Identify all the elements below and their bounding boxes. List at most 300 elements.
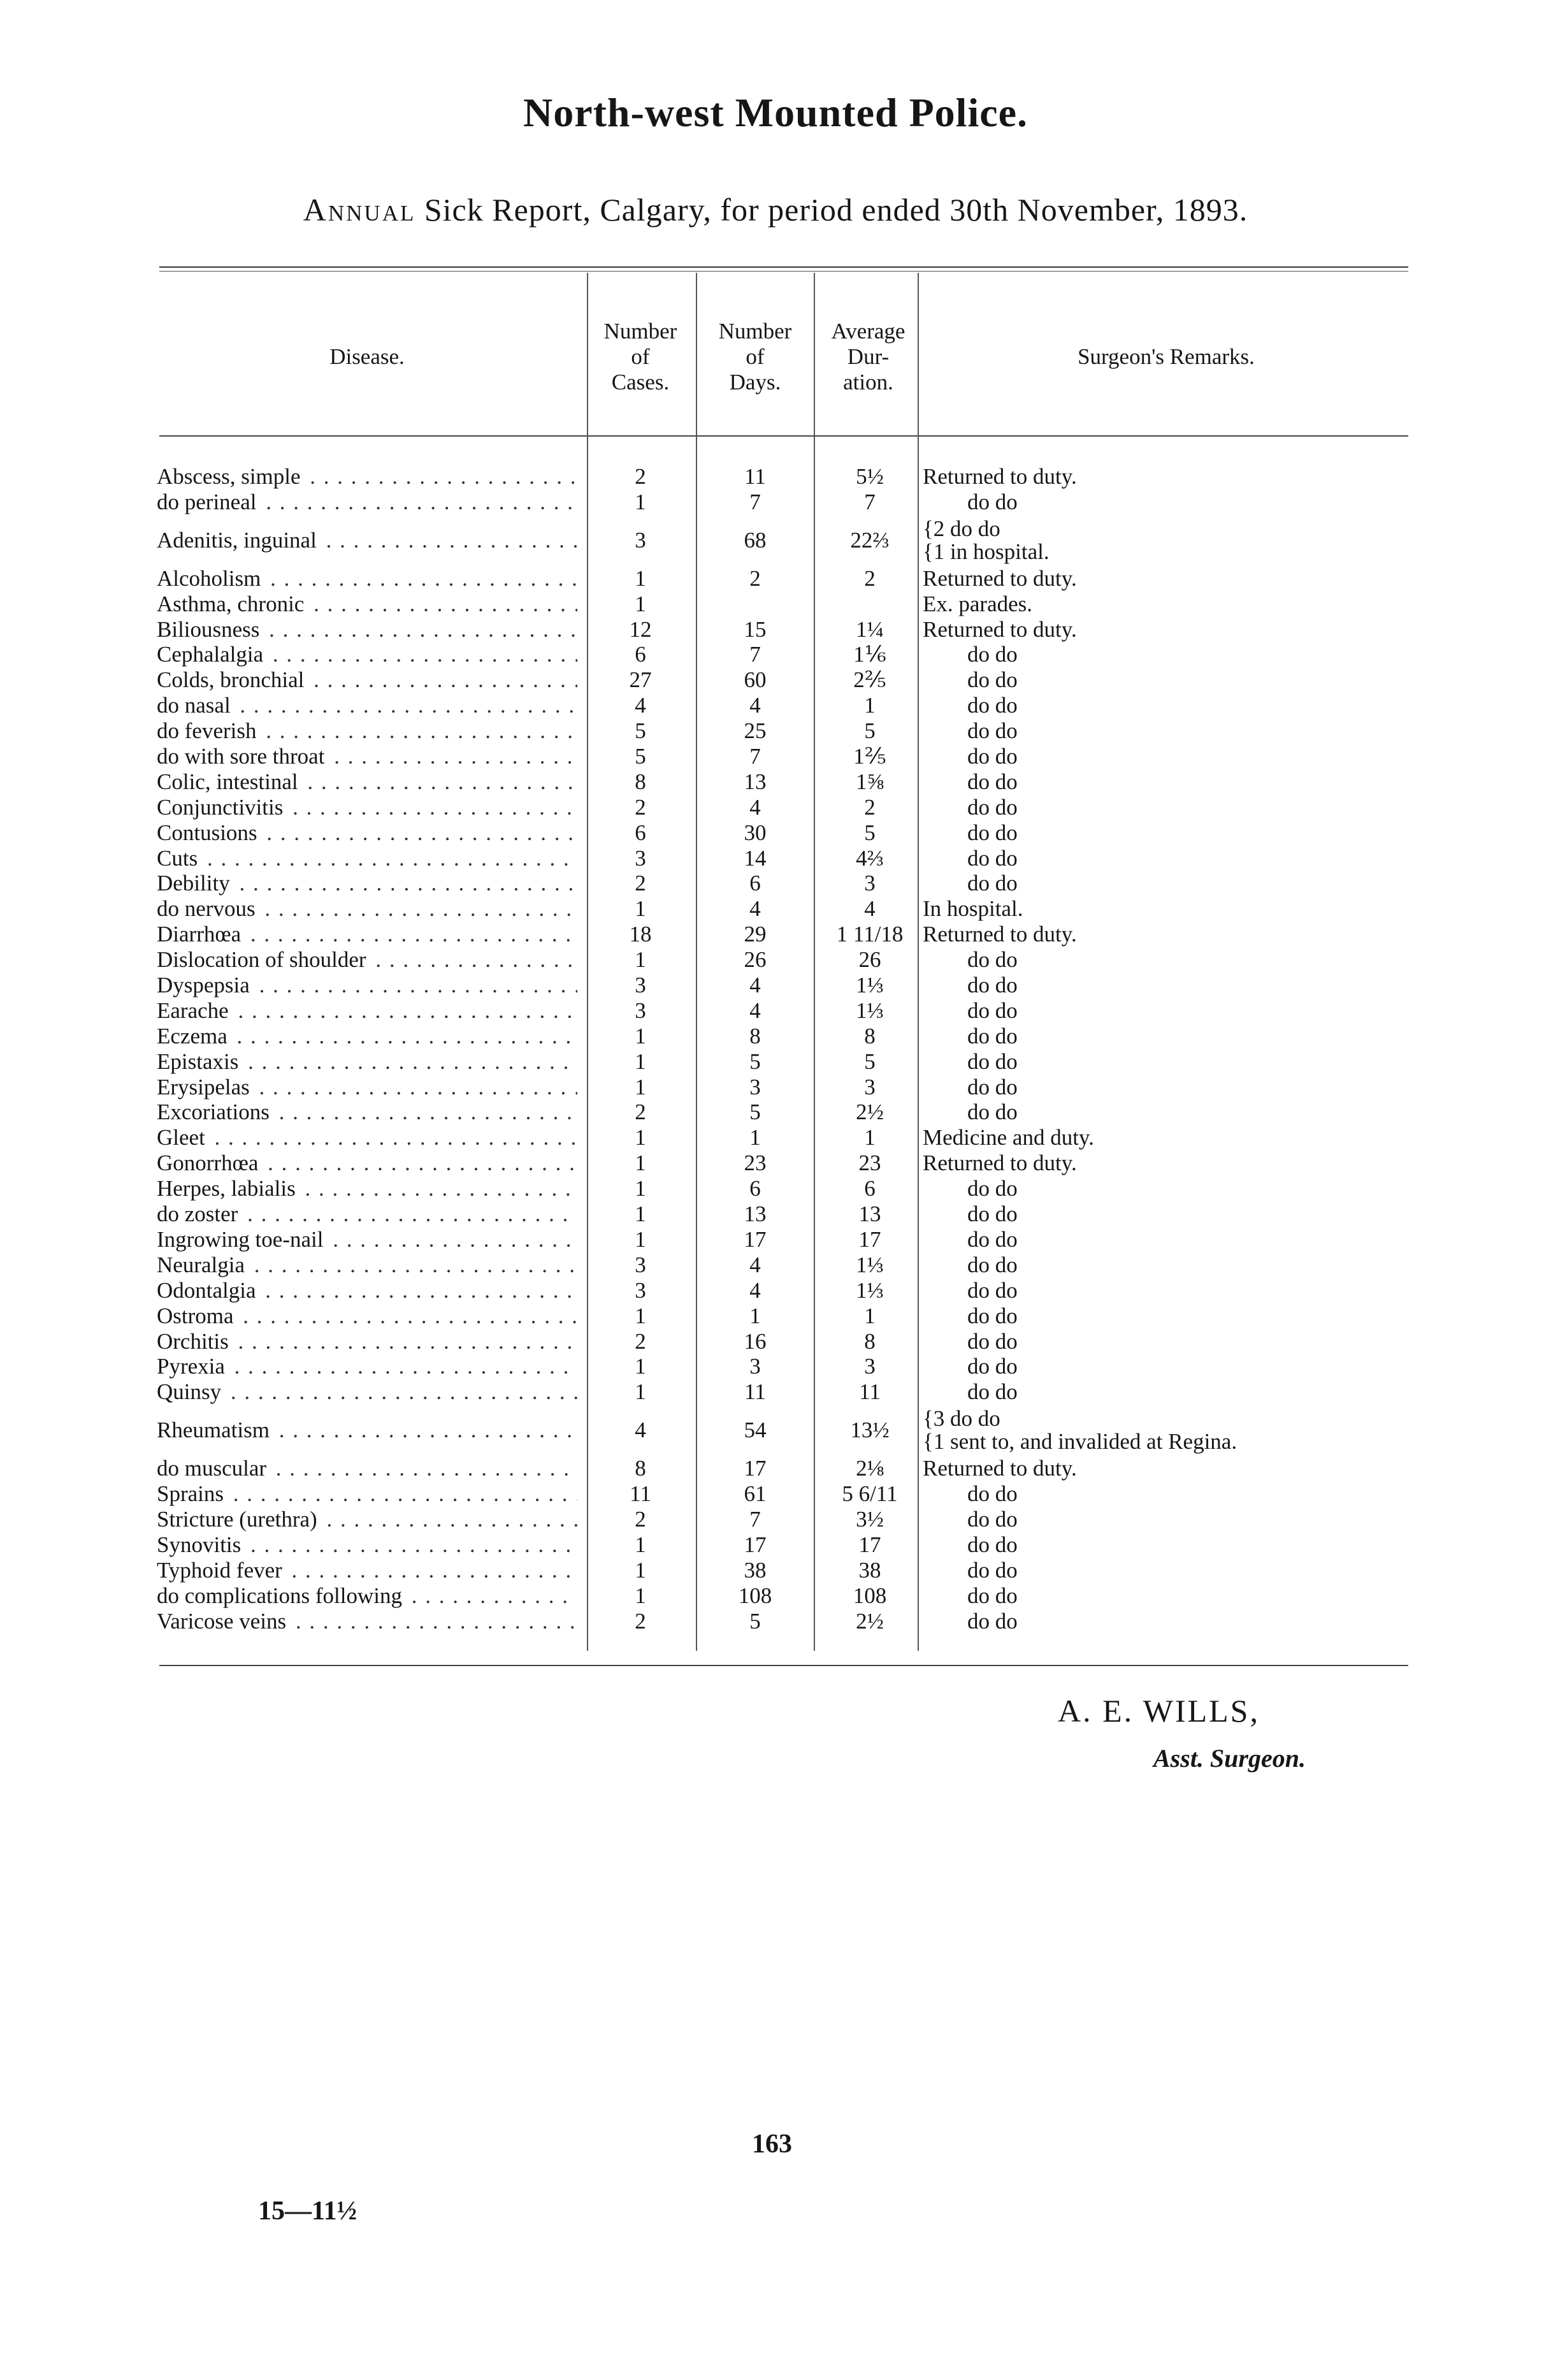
remarks-line: do do <box>967 1252 1018 1277</box>
table-row <box>0 1558 1551 1583</box>
cases-cell: 1 <box>635 1557 646 1583</box>
disease-label: Eczema <box>157 1024 230 1049</box>
cases-cell: 1 <box>635 489 646 514</box>
remarks-cell <box>923 820 1496 846</box>
cases-cell: 4 <box>635 1418 646 1443</box>
disease-cell <box>157 1252 577 1278</box>
cases-cell: 1 <box>635 1150 646 1176</box>
table-row <box>0 490 1551 515</box>
remarks-cell <box>923 1176 1496 1201</box>
table-header <box>0 312 1551 440</box>
remarks-line: Returned to duty. <box>923 616 1077 642</box>
avg-cell: 2½ <box>856 1099 884 1125</box>
cases-cell: 2 <box>635 794 646 820</box>
cases-cell: 1 <box>635 896 646 922</box>
disease-cell <box>157 1024 577 1049</box>
header-rule <box>159 435 1408 437</box>
remarks-cell <box>923 1049 1496 1075</box>
disease-cell <box>157 973 577 998</box>
cases-cell: 1 <box>635 1354 646 1379</box>
disease-label: Sprains <box>157 1481 226 1506</box>
remarks-cell <box>923 1024 1496 1049</box>
disease-label: do zoster <box>157 1201 240 1226</box>
days-cell: 4 <box>749 998 761 1023</box>
disease-cell <box>157 1049 577 1075</box>
remarks-line: do do <box>967 718 1018 744</box>
cases-cell: 3 <box>635 1252 646 1277</box>
avg-cell: 8 <box>864 1023 876 1049</box>
disease-cell <box>157 1418 577 1443</box>
remarks-cell <box>923 947 1496 973</box>
remarks-cell <box>923 464 1496 490</box>
avg-cell: 6 <box>864 1176 876 1201</box>
table-row <box>0 693 1551 718</box>
remarks-cell <box>923 871 1496 896</box>
cases-cell: 1 <box>635 1049 646 1074</box>
bottom-rule <box>159 1665 1408 1666</box>
table-row <box>0 591 1551 617</box>
days-cell: 7 <box>749 1506 761 1532</box>
table-row <box>0 947 1551 973</box>
avg-cell: 7 <box>864 489 876 514</box>
disease-cell <box>157 1532 577 1558</box>
cases-cell: 3 <box>635 1277 646 1303</box>
cases-cell: 2 <box>635 1608 646 1634</box>
remarks-line: do do <box>967 1201 1018 1227</box>
disease-label: do complications following <box>157 1583 405 1608</box>
avg-cell: 1⅓ <box>856 1252 884 1277</box>
disease-label: Ostroma <box>157 1303 236 1328</box>
cases-cell: 1 <box>635 1532 646 1557</box>
disease-cell <box>157 1099 577 1125</box>
table-row <box>0 1481 1551 1507</box>
table-row <box>0 667 1551 693</box>
remarks-cell <box>923 795 1496 820</box>
remarks-cell <box>923 617 1496 642</box>
disease-cell <box>157 667 577 693</box>
avg-cell: 1⅝ <box>856 769 884 794</box>
days-cell: 15 <box>744 616 767 642</box>
disease-label: Cuts <box>157 846 200 871</box>
disease-cell <box>157 693 577 718</box>
avg-cell: 23 <box>858 1150 881 1176</box>
avg-cell: 26 <box>858 947 881 973</box>
disease-label: Varicose veins <box>157 1609 289 1634</box>
table-row <box>0 998 1551 1024</box>
remarks-cell <box>923 973 1496 998</box>
header-avg-line2: Dur- <box>847 344 890 369</box>
remarks-cell <box>923 922 1496 947</box>
remarks-line: do do <box>967 1532 1018 1557</box>
remarks-cell <box>923 1150 1496 1176</box>
avg-cell: 17 <box>858 1226 881 1252</box>
signature-title: Asst. Surgeon. <box>1153 1744 1306 1773</box>
cases-cell: 1 <box>635 1379 646 1405</box>
remarks-line: Returned to duty. <box>923 1150 1077 1176</box>
avg-cell: 2 <box>864 794 876 820</box>
remarks-cell <box>923 1303 1496 1329</box>
avg-cell: 1⅓ <box>856 973 884 998</box>
remarks-line: do do <box>967 642 1018 667</box>
disease-cell <box>157 1303 577 1329</box>
days-cell: 5 <box>749 1099 761 1125</box>
disease-label: Cephalalgia <box>157 642 266 667</box>
table-row <box>0 820 1551 846</box>
avg-cell: 108 <box>853 1583 887 1608</box>
remarks-line: do do <box>967 1099 1018 1125</box>
remarks-line: {2 do do <box>923 516 1000 541</box>
table-row <box>0 1099 1551 1125</box>
disease-label: Excoriations <box>157 1099 272 1124</box>
disease-cell <box>157 896 577 922</box>
remarks-cell <box>923 1278 1496 1303</box>
table-row <box>0 1379 1551 1405</box>
avg-cell: 2⅖ <box>853 667 886 693</box>
avg-cell: 5 <box>864 820 876 845</box>
remarks-line: do do <box>967 1049 1018 1074</box>
days-cell: 1 <box>749 1303 761 1328</box>
table-row <box>0 1609 1551 1634</box>
table-row <box>0 1075 1551 1100</box>
header-days <box>698 319 812 395</box>
disease-label: do nasal <box>157 693 233 718</box>
cases-cell: 1 <box>635 1074 646 1099</box>
avg-cell: 5 <box>864 1049 876 1074</box>
avg-cell: 1⅙ <box>853 642 886 667</box>
remarks-line: do do <box>967 1608 1018 1634</box>
sheet-number: 15—11½ <box>258 2196 357 2226</box>
cases-cell: 8 <box>635 1456 646 1481</box>
disease-cell <box>157 947 577 973</box>
table-row <box>0 1303 1551 1329</box>
remarks-line: do do <box>967 769 1018 794</box>
disease-cell <box>157 642 577 667</box>
remarks-line: do do <box>967 1074 1018 1099</box>
cases-cell: 5 <box>635 718 646 744</box>
remarks-line: do do <box>967 667 1018 693</box>
days-cell: 7 <box>749 642 761 667</box>
disease-label: Abscess, simple <box>157 464 303 489</box>
disease-cell <box>157 1354 577 1379</box>
disease-label: do feverish <box>157 718 259 743</box>
cases-cell: 4 <box>635 693 646 718</box>
remarks-cell <box>923 1075 1496 1100</box>
days-cell: 29 <box>744 922 767 947</box>
disease-label: Conjunctivitis <box>157 795 285 820</box>
disease-cell <box>157 846 577 871</box>
days-cell: 4 <box>749 1277 761 1303</box>
remarks-cell <box>923 642 1496 667</box>
cases-cell: 3 <box>635 845 646 871</box>
disease-label: Earache <box>157 998 231 1023</box>
disease-cell <box>157 795 577 820</box>
table-row <box>0 1227 1551 1252</box>
remarks-cell <box>923 1481 1496 1507</box>
days-cell: 68 <box>744 527 767 553</box>
days-cell: 17 <box>744 1456 767 1481</box>
remarks-line: do do <box>967 973 1018 998</box>
table-row <box>0 1532 1551 1558</box>
table-row <box>0 896 1551 922</box>
header-cases <box>589 319 691 395</box>
days-cell: 25 <box>744 718 767 744</box>
table-row <box>0 1150 1551 1176</box>
remarks-line: do do <box>967 1354 1018 1379</box>
table-row <box>0 617 1551 642</box>
remarks-line: Medicine and duty. <box>923 1125 1094 1150</box>
remarks-line: do do <box>967 744 1018 769</box>
cases-cell: 11 <box>630 1481 651 1507</box>
avg-cell: 13 <box>858 1201 881 1227</box>
days-cell: 8 <box>749 1023 761 1049</box>
remarks-cell <box>923 1379 1496 1405</box>
disease-label: Biliousness <box>157 617 262 642</box>
table-row <box>0 769 1551 795</box>
cases-cell: 1 <box>635 947 646 973</box>
disease-cell <box>157 566 577 591</box>
remarks-cell <box>923 1583 1496 1609</box>
days-cell: 16 <box>744 1328 767 1354</box>
disease-cell <box>157 528 577 553</box>
disease-cell <box>157 1583 577 1609</box>
disease-label: Colic, intestinal <box>157 769 301 794</box>
days-cell: 1 <box>749 1125 761 1150</box>
remarks-line: Returned to duty. <box>923 464 1077 489</box>
disease-cell <box>157 591 577 617</box>
disease-cell <box>157 1227 577 1252</box>
disease-cell <box>157 871 577 896</box>
disease-label: Quinsy <box>157 1379 224 1404</box>
document-title: North-west Mounted Police. <box>523 90 1028 135</box>
disease-cell <box>157 1456 577 1481</box>
disease-label: Typhoid fever <box>157 1558 285 1583</box>
disease-label: do with sore throat <box>157 744 327 769</box>
disease-cell <box>157 617 577 642</box>
table-row <box>0 515 1551 566</box>
avg-cell: 1 <box>864 693 876 718</box>
remarks-line: do do <box>967 871 1018 896</box>
cases-cell: 1 <box>635 591 646 616</box>
table-row <box>0 744 1551 769</box>
signature-name: A. E. WILLS, <box>1058 1693 1260 1729</box>
days-cell: 108 <box>738 1583 772 1608</box>
cases-cell: 2 <box>635 464 646 489</box>
subtitle-rest: Sick Report, Calgary, for period ended 30th November, 1893. <box>424 192 1248 228</box>
remarks-line: do do <box>967 1226 1018 1252</box>
disease-label: Epistaxis <box>157 1049 241 1074</box>
avg-cell: 1⅓ <box>856 998 884 1023</box>
table-row <box>0 1507 1551 1532</box>
disease-cell <box>157 769 577 795</box>
remarks-cell <box>923 591 1496 617</box>
disease-label: Rheumatism <box>157 1418 272 1442</box>
remarks-cell <box>923 896 1496 922</box>
table-row <box>0 464 1551 490</box>
disease-label: Diarrhœa <box>157 922 243 947</box>
disease-cell <box>157 490 577 515</box>
avg-cell: 1¼ <box>856 616 884 642</box>
avg-cell: 2½ <box>856 1608 884 1634</box>
disease-label: Asthma, chronic <box>157 591 307 616</box>
remarks-line: do do <box>967 1328 1018 1354</box>
table-row <box>0 642 1551 667</box>
remarks-cell <box>923 566 1496 591</box>
table-row <box>0 973 1551 998</box>
days-cell: 5 <box>749 1608 761 1634</box>
remarks-cell <box>923 718 1496 744</box>
table-row <box>0 1201 1551 1227</box>
table-row <box>0 846 1551 871</box>
days-cell: 7 <box>749 744 761 769</box>
days-cell: 3 <box>749 1074 761 1099</box>
table-row <box>0 1583 1551 1609</box>
days-cell: 4 <box>749 973 761 998</box>
disease-cell <box>157 1176 577 1201</box>
disease-cell <box>157 1558 577 1583</box>
days-cell: 14 <box>744 845 767 871</box>
disease-cell <box>157 1201 577 1227</box>
disease-label: Dislocation of shoulder <box>157 947 369 972</box>
remarks-line: do do <box>967 1023 1018 1049</box>
avg-cell: 22⅔ <box>850 527 890 553</box>
remarks-cell <box>923 1354 1496 1379</box>
remarks-line: do do <box>967 1379 1018 1405</box>
disease-label: do nervous <box>157 896 258 921</box>
disease-label: Neuralgia <box>157 1252 247 1277</box>
disease-label: Gonorrhœa <box>157 1150 261 1175</box>
avg-cell: 8 <box>864 1328 876 1354</box>
disease-label: Erysipelas <box>157 1075 252 1099</box>
remarks-cell <box>923 1252 1496 1278</box>
page-number: 163 <box>752 2130 792 2159</box>
table-row <box>0 871 1551 896</box>
table-row <box>0 1278 1551 1303</box>
avg-cell: 4 <box>864 896 876 922</box>
days-cell: 6 <box>749 1176 761 1201</box>
avg-cell: 1 11/18 <box>836 922 904 947</box>
header-remarks: Surgeon's Remarks. <box>1078 344 1255 369</box>
avg-cell: 13½ <box>850 1418 890 1443</box>
remarks-line: do do <box>967 1506 1018 1532</box>
disease-cell <box>157 744 577 769</box>
disease-cell <box>157 1481 577 1507</box>
remarks-cell <box>923 1532 1496 1558</box>
header-average <box>816 319 921 395</box>
disease-label: Dyspepsia <box>157 973 252 998</box>
remarks-cell <box>923 846 1496 871</box>
remarks-cell <box>923 693 1496 718</box>
table-row <box>0 922 1551 947</box>
cases-cell: 1 <box>635 1125 646 1150</box>
days-cell: 3 <box>749 1354 761 1379</box>
disease-label: Debility <box>157 871 233 896</box>
avg-cell: 5 6/11 <box>842 1481 898 1507</box>
table-row <box>0 1456 1551 1481</box>
subtitle-lead: Annual <box>303 192 416 228</box>
days-cell: 17 <box>744 1532 767 1557</box>
table-row <box>0 1252 1551 1278</box>
header-days-line1: Number <box>718 319 792 344</box>
disease-label: Herpes, labialis <box>157 1176 298 1201</box>
disease-cell <box>157 1329 577 1354</box>
cases-cell: 2 <box>635 1099 646 1125</box>
header-days-line2: of <box>746 344 765 369</box>
table-row <box>0 1405 1551 1456</box>
avg-cell: 5 <box>864 718 876 744</box>
remarks-cell <box>923 518 1496 563</box>
remarks-cell <box>923 490 1496 515</box>
days-cell: 60 <box>744 667 767 693</box>
avg-cell: 1⅓ <box>856 1277 884 1303</box>
cases-cell: 18 <box>629 922 652 947</box>
avg-cell: 5½ <box>856 464 884 489</box>
days-cell: 7 <box>749 489 761 514</box>
avg-cell: 2⅛ <box>856 1456 884 1481</box>
table-row <box>0 1125 1551 1150</box>
disease-cell <box>157 1507 577 1532</box>
table-body <box>0 464 1551 1634</box>
cases-cell: 3 <box>635 998 646 1023</box>
remarks-cell <box>923 1456 1496 1481</box>
remarks-line: do do <box>967 1583 1018 1608</box>
cases-cell: 6 <box>635 820 646 845</box>
avg-cell: 1⅖ <box>853 744 886 769</box>
remarks-line: do do <box>967 947 1018 973</box>
table-row <box>0 1329 1551 1354</box>
days-cell: 30 <box>744 820 767 845</box>
header-cases-line1: Number <box>603 319 677 344</box>
remarks-line: do do <box>967 693 1018 718</box>
remarks-line: In hospital. <box>923 896 1023 922</box>
remarks-cell <box>923 1099 1496 1125</box>
days-cell: 11 <box>744 1379 766 1405</box>
avg-cell: 38 <box>858 1557 881 1583</box>
header-cases-line3: Cases. <box>611 370 670 395</box>
header-days-line3: Days. <box>729 370 781 395</box>
remarks-line: do do <box>967 1277 1018 1303</box>
disease-label: Odontalgia <box>157 1278 259 1303</box>
avg-cell: 3 <box>864 871 876 896</box>
remarks-cell <box>923 1407 1496 1453</box>
disease-cell <box>157 464 577 490</box>
avg-cell: 3 <box>864 1074 876 1099</box>
disease-cell <box>157 1609 577 1634</box>
cases-cell: 3 <box>635 973 646 998</box>
remarks-line: Returned to duty. <box>923 1456 1077 1481</box>
disease-cell <box>157 1125 577 1150</box>
days-cell: 4 <box>749 693 761 718</box>
days-cell: 17 <box>744 1226 767 1252</box>
remarks-line: do do <box>967 845 1018 871</box>
disease-cell <box>157 820 577 846</box>
disease-label: Adenitis, inguinal <box>157 528 319 553</box>
avg-cell: 1 <box>864 1303 876 1328</box>
cases-cell: 1 <box>635 1176 646 1201</box>
document-subtitle <box>0 191 1551 228</box>
days-cell: 13 <box>744 1201 767 1227</box>
disease-cell <box>157 1075 577 1100</box>
disease-label: Pyrexia <box>157 1354 227 1379</box>
remarks-line: do do <box>967 1176 1018 1201</box>
disease-cell <box>157 718 577 744</box>
disease-label: Stricture (urethra) <box>157 1507 320 1532</box>
header-avg-line1: Average <box>831 319 905 344</box>
remarks-line: do do <box>967 489 1018 514</box>
disease-cell <box>157 922 577 947</box>
avg-cell: 11 <box>859 1379 881 1405</box>
disease-label: Ingrowing toe-nail <box>157 1227 326 1252</box>
disease-label: do muscular <box>157 1456 269 1481</box>
